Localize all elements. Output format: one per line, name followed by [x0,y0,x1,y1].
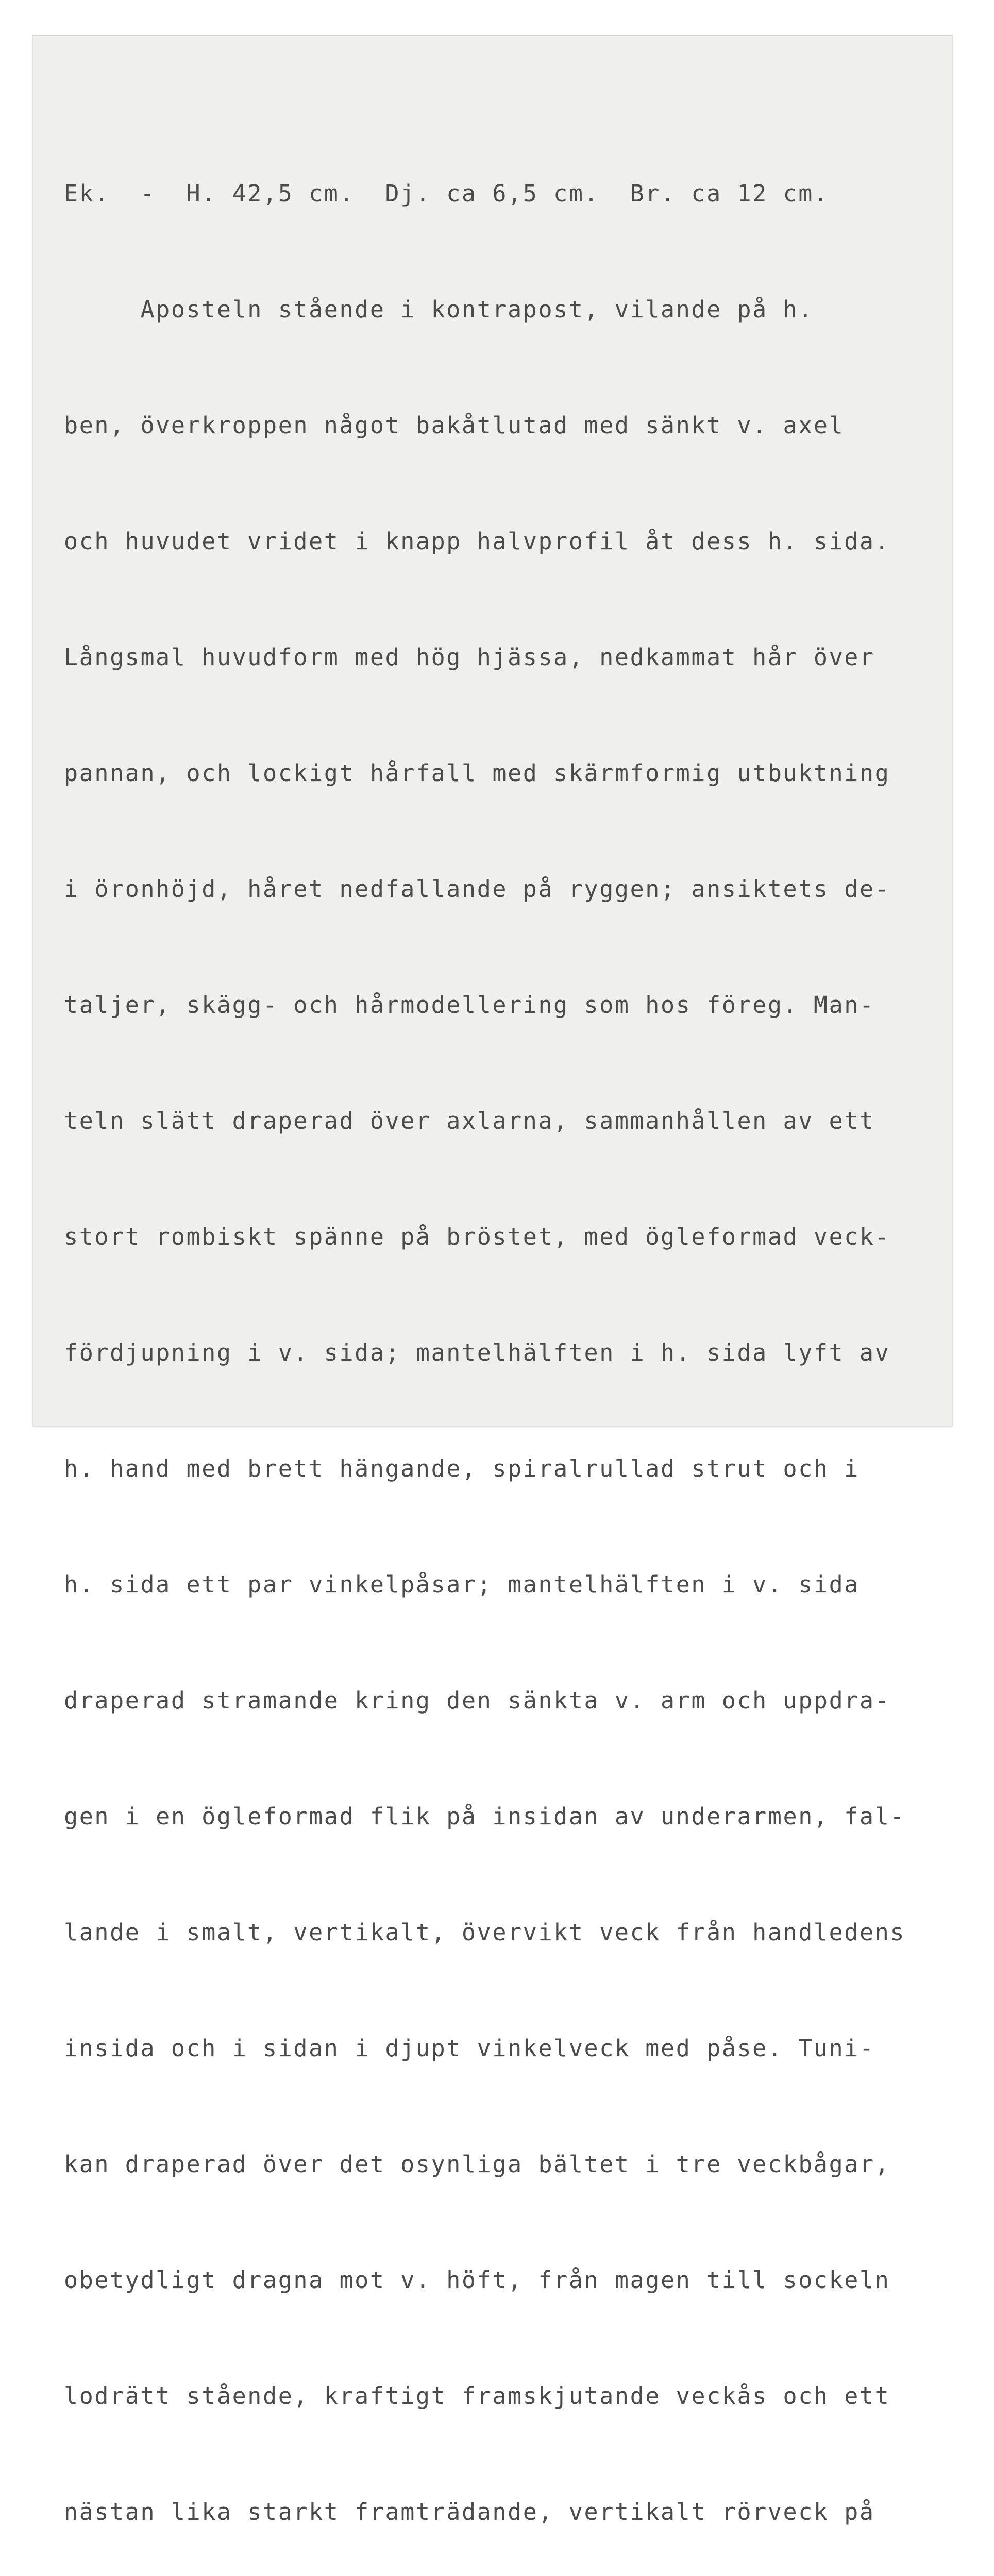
typed-text [64,97,940,2576]
catalog-card [33,35,952,2526]
text-line: lande i smalt, vertikalt, övervikt veck från handledens [64,1919,906,1946]
text-line: h. hand med brett hängande, spiralrullad strut och i [64,1455,860,1482]
text-line: insida och i sidan i djupt vinkelveck med påse. Tuni- [64,2035,875,2062]
text-line: lodrätt stående, kraftigt framskjutande veckås och ett [64,2382,890,2410]
text-line: obetydligt dragna mot v. höft, från magen till sockeln [64,2266,890,2294]
text-line: ben, överkroppen något bakåtlutad med sänkt v. axel [64,412,845,439]
text-line: h. sida ett par vinkelpåsar; mantelhälften i v. sida [64,1571,860,1598]
header-line: Ek. - H. 42,5 cm. Dj. ca 6,5 cm. Br. ca 12 cm. [64,180,829,207]
text-line: gen i en ögleformad flik på insidan av underarmen, fal- [64,1803,906,1830]
text-line: teln slätt draperad över axlarna, sammanhållen av ett [64,1107,875,1134]
text-line: nästan lika starkt framträdande, vertikalt rörveck på [64,2498,875,2526]
text-line: Aposteln stående i kontrapost, vilande på h. [64,296,814,323]
text-line: stort rombiskt spänne på bröstet, med ögleformad veck- [64,1223,890,1250]
text-line: pannan, och lockigt hårfall med skärmformig utbuktning [64,759,890,787]
text-line: draperad stramande kring den sänkta v. arm och uppdra- [64,1687,890,1714]
text-line: kan draperad över det osynliga bältet i tre veckbågar, [64,2150,890,2178]
text-line: i öronhöjd, håret nedfallande på ryggen; ansiktets de- [64,875,890,903]
text-line: Långsmal huvudform med hög hjässa, nedkammat hår över [64,643,875,671]
text-line: fördjupning i v. sida; mantelhälften i h. sida lyft av [64,1339,890,1366]
text-line: taljer, skägg- och hårmodellering som hos föreg. Man- [64,991,875,1019]
text-line: och huvudet vridet i knapp halvprofil åt dess h. sida. [64,528,890,555]
